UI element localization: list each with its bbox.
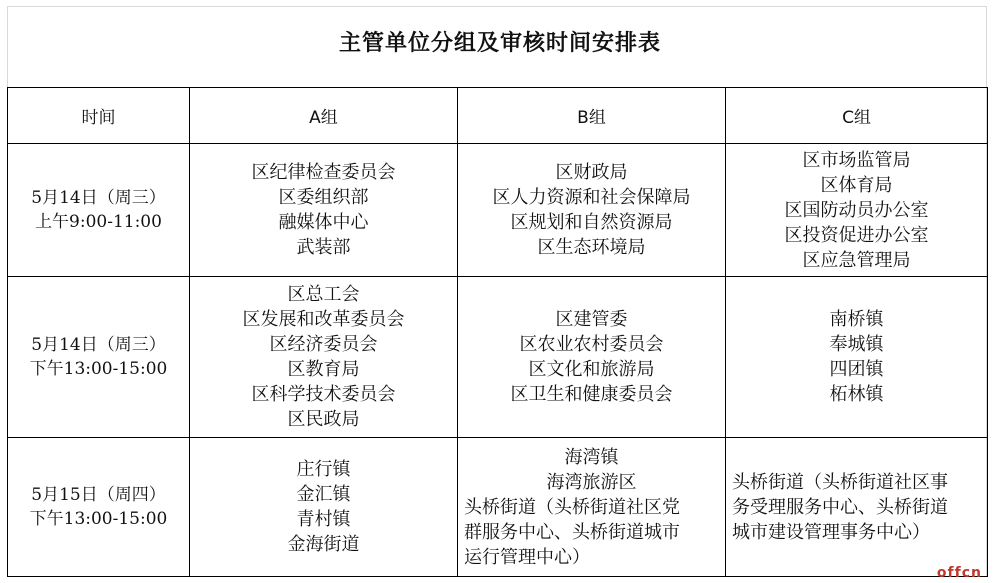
unit-name: 青村镇 — [296, 509, 351, 530]
unit-name: 庄行镇 — [296, 459, 351, 480]
unit-name: 海湾旅游区 — [546, 471, 637, 493]
unit-name: 区发展和改革委员会 — [242, 309, 405, 330]
unit-name: 区农业农村委员会 — [519, 334, 664, 355]
unit-name: 群服务中心、头桥街道城市 — [464, 521, 680, 543]
unit-name: 区建管委 — [555, 309, 628, 330]
table-row — [8, 277, 988, 438]
unit-name: 融媒体中心 — [278, 212, 369, 233]
header-group-b: B组 — [458, 88, 726, 144]
date-text: 5月15日（周四） — [31, 485, 166, 505]
date-text: 5月14日（周三） — [31, 188, 166, 208]
time-cell — [8, 438, 190, 577]
group-c-cell — [726, 144, 988, 277]
unit-name: 武装部 — [296, 237, 351, 258]
unit-name: 头桥街道（头桥街道社区党 — [464, 496, 680, 518]
unit-name: 头桥街道（头桥街道社区事 — [732, 471, 948, 493]
unit-name: 区教育局 — [287, 359, 360, 380]
page-title: 主管单位分组及审核时间安排表 — [338, 31, 661, 56]
schedule-table — [7, 87, 988, 577]
unit-name: 区国防动员办公室 — [784, 199, 929, 221]
time-cell — [8, 144, 190, 277]
table-row — [8, 144, 988, 277]
group-b-cell — [458, 144, 726, 277]
group-a-cell — [190, 438, 458, 577]
unit-name: 区科学技术委员会 — [251, 384, 396, 405]
unit-name: 区委组织部 — [278, 187, 369, 208]
unit-name: 奉城镇 — [829, 334, 884, 355]
header-group-a: A组 — [190, 88, 458, 144]
unit-name: 区应急管理局 — [802, 249, 911, 271]
time-range-text: 上午9:00-11:00 — [35, 212, 162, 232]
unit-name: 区规划和自然资源局 — [510, 212, 673, 233]
date-text: 5月14日（周三） — [31, 335, 166, 355]
unit-name: 金海街道 — [287, 534, 360, 555]
time-range-text: 下午13:00-15:00 — [29, 509, 168, 529]
group-c-cell — [726, 438, 988, 577]
group-a-cell — [190, 277, 458, 438]
time-range-text: 下午13:00-15:00 — [29, 359, 168, 379]
table-row — [8, 438, 988, 577]
time-cell — [8, 277, 190, 438]
unit-name: 区民政局 — [287, 409, 360, 430]
unit-name: 城市建设管理事务中心） — [732, 521, 930, 543]
unit-name: 区总工会 — [287, 284, 360, 305]
offcn-watermark: offcn — [936, 565, 982, 581]
group-b-cell — [458, 277, 726, 438]
unit-name: 区经济委员会 — [269, 334, 378, 355]
unit-name: 南桥镇 — [829, 309, 884, 330]
unit-name: 区财政局 — [555, 162, 628, 183]
header-group-c: C组 — [726, 88, 988, 144]
unit-name: 区生态环境局 — [537, 237, 646, 258]
header-time: 时间 — [8, 88, 190, 144]
unit-name: 区文化和旅游局 — [528, 359, 655, 380]
unit-name: 区人力资源和社会保障局 — [492, 187, 691, 208]
unit-name: 金汇镇 — [296, 484, 351, 505]
unit-name: 区投资促进办公室 — [784, 224, 929, 246]
unit-name: 海湾镇 — [564, 446, 619, 468]
unit-name: 区体育局 — [820, 174, 893, 196]
unit-name: 区卫生和健康委员会 — [510, 384, 673, 405]
group-b-cell — [458, 438, 726, 577]
unit-name: 区纪律检查委员会 — [251, 162, 396, 183]
unit-name: 柘林镇 — [829, 384, 884, 405]
unit-name: 务受理服务中心、头桥街道 — [732, 496, 948, 518]
unit-name: 四团镇 — [829, 359, 884, 380]
unit-name: 区市场监管局 — [802, 149, 911, 171]
header-row — [8, 88, 988, 144]
unit-name: 运行管理中心） — [464, 546, 590, 568]
group-c-cell — [726, 277, 988, 438]
group-a-cell — [190, 144, 458, 277]
